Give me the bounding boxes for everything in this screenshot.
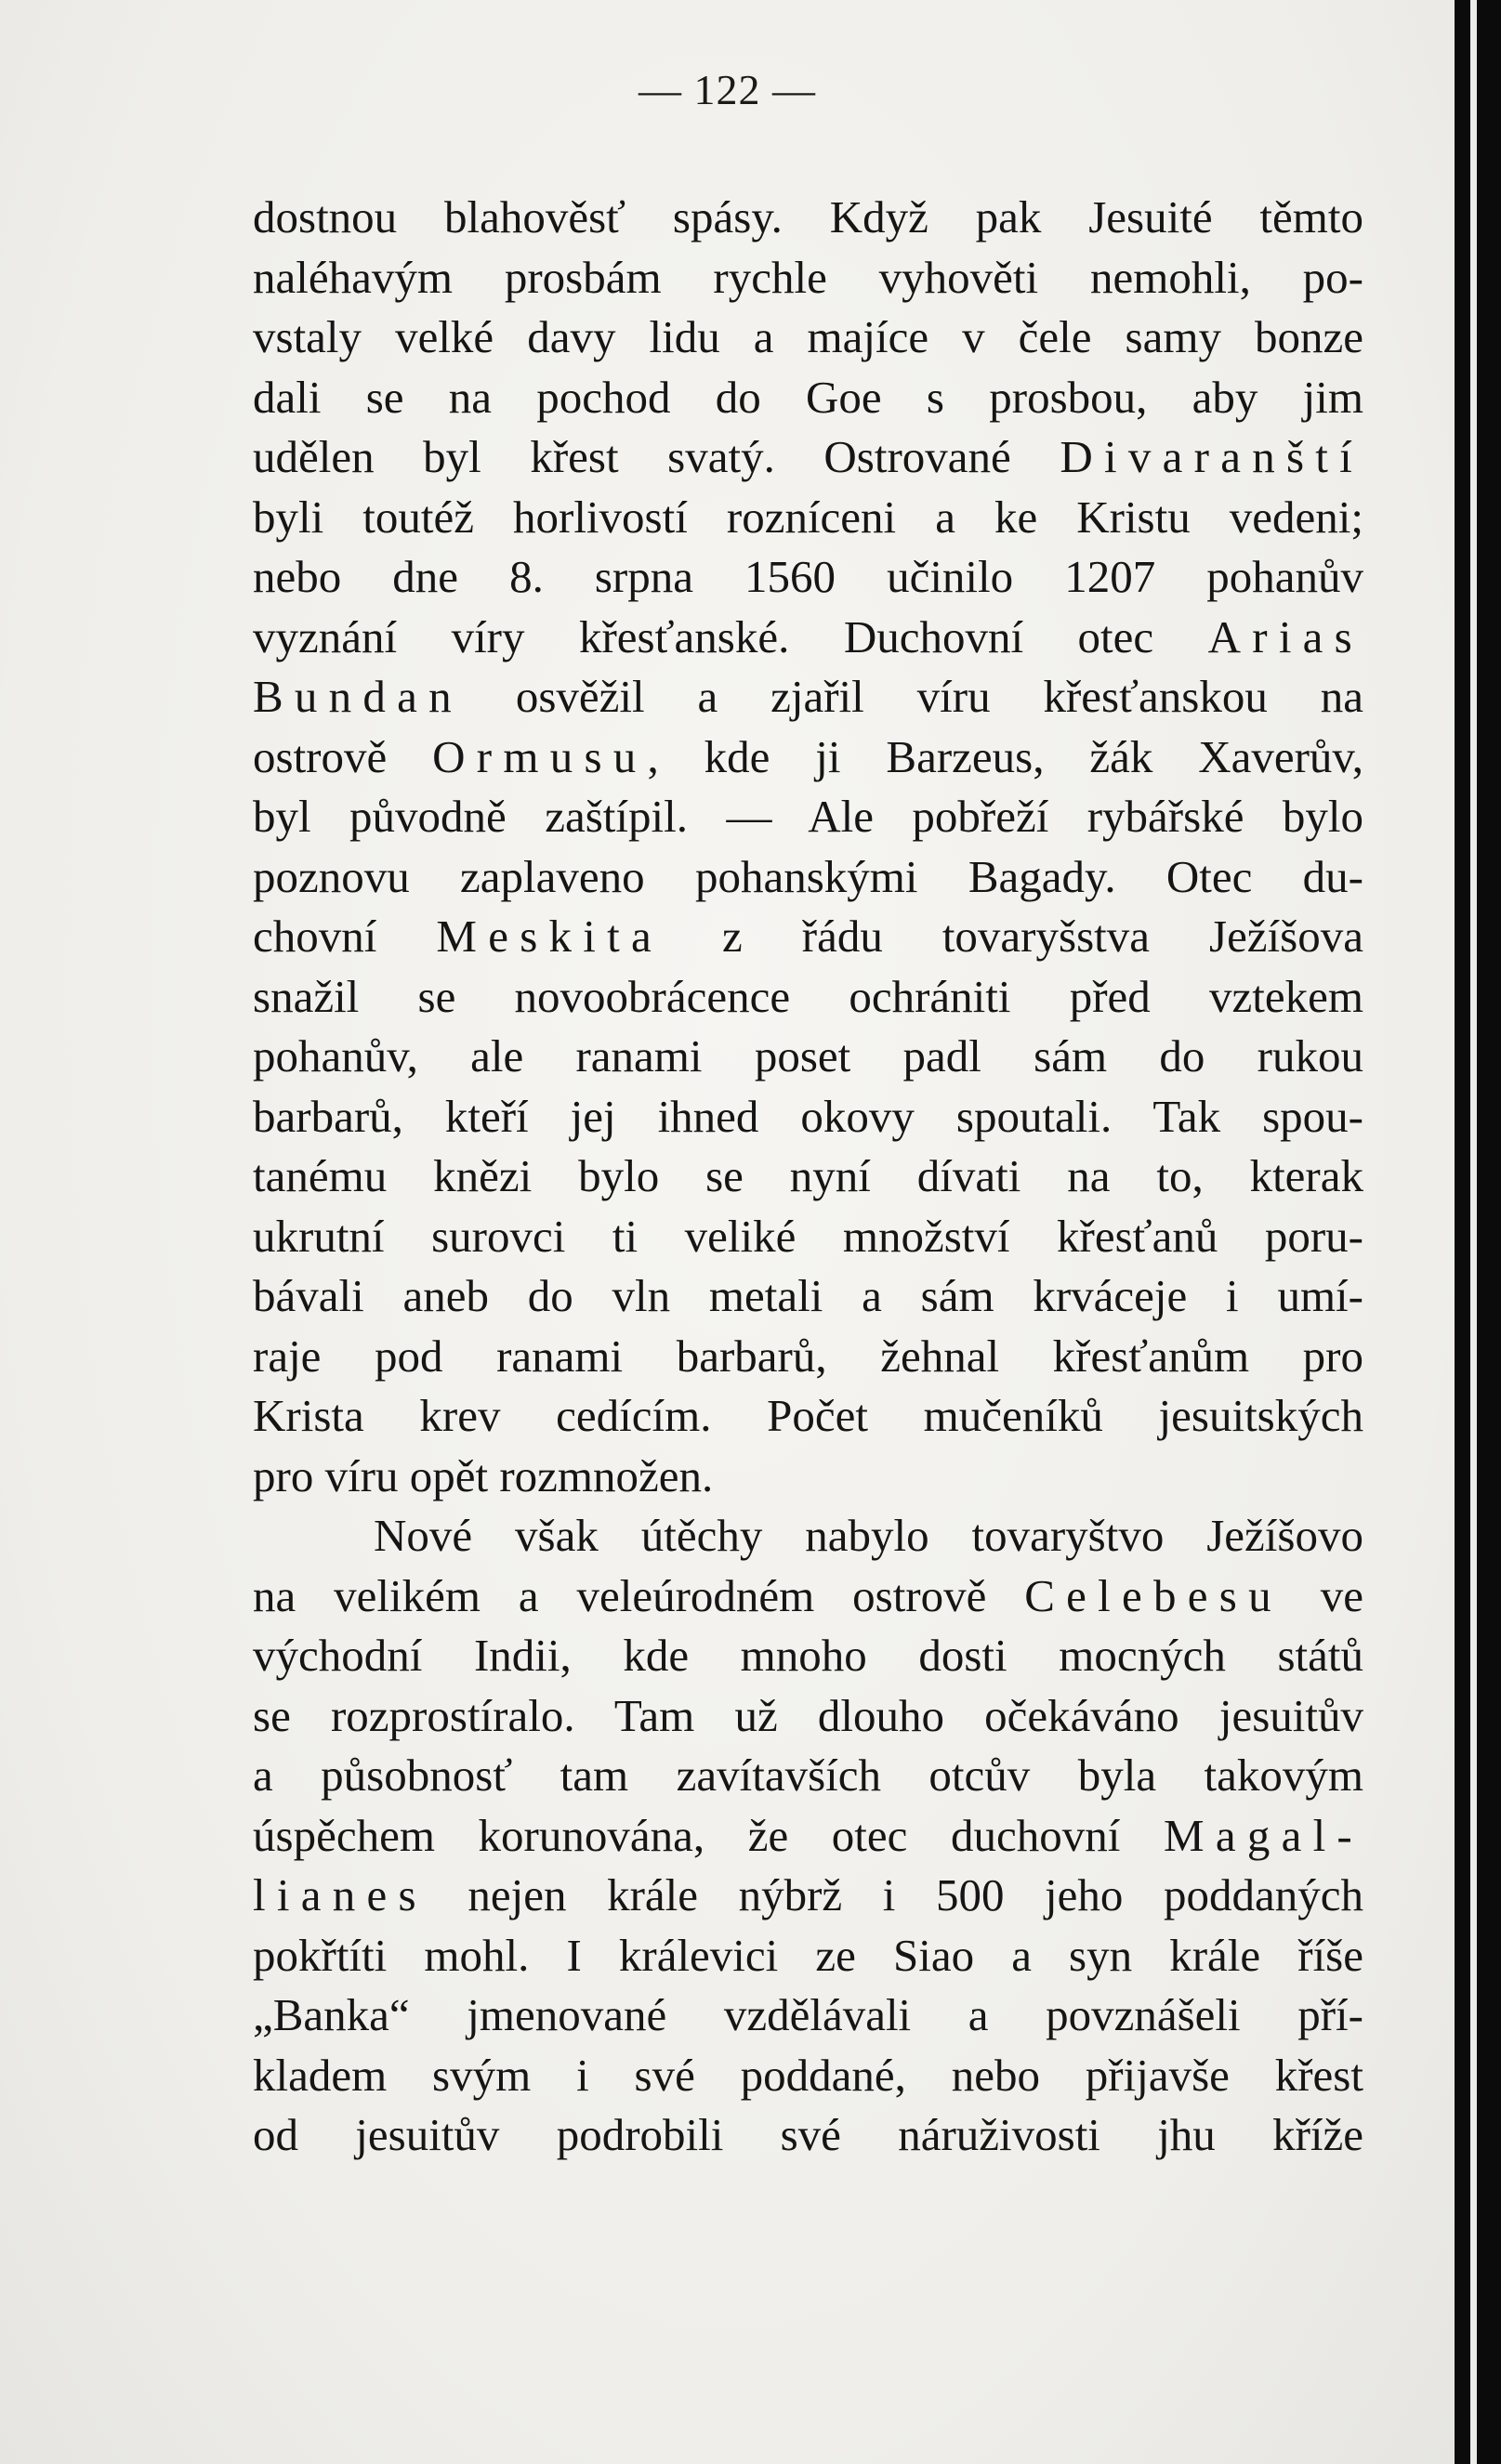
text-line: nebo dne 8. srpna 1560 učinilo 1207 pohanův	[253, 551, 1363, 602]
text-line: kladem svým i své poddané, nebo přijavše křest	[253, 2049, 1363, 2101]
text-line: dali se na pochod do Goe s prosbou, aby jim	[253, 371, 1363, 423]
text-line: na velikém a veleúrodném ostrově Celebesu ve	[253, 1569, 1363, 1621]
text-line: ostrově Ormusu, kde ji Barzeus, žák Xaverův,	[253, 730, 1363, 782]
text-line: udělen byl křest svatý. Ostrované Divaranští	[253, 431, 1363, 482]
text-line: vyznání víry křesťanské. Duchovní otec Arias	[253, 610, 1363, 662]
text-line: východní Indii, kde mnoho dosti mocných států	[253, 1630, 1363, 1681]
text-line: vstaly velké davy lidu a majíce v čele samy bonze	[253, 311, 1363, 362]
text-line: od jesuitův podrobili své náruživosti jhu kříže	[253, 2109, 1363, 2160]
paragraph-first-line: Nové však útěchy nabylo tovaryštvo Ježíšovo	[374, 1510, 1363, 1561]
text-line: se rozprostíralo. Tam už dlouho očekáváno jesuitův	[253, 1689, 1363, 1741]
text-line: chovní Meskita z řádu tovaryšstva Ježíšova	[253, 911, 1363, 962]
text-line: poznovu zaplaveno pohanskými Bagady. Otec du-	[253, 850, 1363, 902]
text-line: bávali aneb do vln metali a sám krváceje i umí-	[253, 1270, 1363, 1321]
body-text	[253, 188, 1363, 2166]
text-line: snažil se novoobrácence ochrániti před vztekem	[253, 970, 1363, 1022]
text-line: „Banka“ jmenované vzdělávali a povznášeli pří-	[253, 1989, 1363, 2040]
text-line: byl původně zaštípil. — Ale pobřeží rybářské bylo	[253, 791, 1363, 842]
text-line: raje pod ranami barbarů, žehnal křesťanům pro	[253, 1330, 1363, 1382]
text-line: Krista krev cedícím. Počet mučeníků jesuitských	[253, 1390, 1363, 1441]
paragraph-last-line: pro víru opět rozmnožen.	[253, 1449, 714, 1501]
text-line: dostnou blahověsť spásy. Když pak Jesuité těmto	[253, 191, 1363, 242]
text-line: Bundan osvěžil a zjařil víru křesťanskou na	[253, 671, 1363, 722]
text-line: lianes nejen krále nýbrž i 500 jeho poddaných	[253, 1869, 1363, 1920]
text-line: ukrutní surovci ti veliké množství křesťanů poru-	[253, 1210, 1363, 1262]
text-line: naléhavým prosbám rychle vyhověti nemohli, po-	[253, 251, 1363, 303]
text-line: pokřtíti mohl. I králevici ze Siao a syn krále říše	[253, 1929, 1363, 1981]
text-line: byli toutéž horlivostí rozníceni a ke Kristu vedeni;	[253, 491, 1363, 543]
scan-edge-shadow	[1455, 0, 1501, 2464]
text-line: a působnosť tam zavítavších otcův byla takovým	[253, 1750, 1363, 1801]
next-page-edge	[1470, 0, 1477, 2464]
text-line: úspěchem korunována, že otec duchovní Magal-	[253, 1809, 1363, 1861]
text-line: tanému knězi bylo se nyní dívati na to, kterak	[253, 1150, 1363, 1201]
page-number: — 122 —	[639, 66, 816, 113]
text-line: pohanův, ale ranami poset padl sám do rukou	[253, 1030, 1363, 1081]
text-line: barbarů, kteří jej ihned okovy spoutali. Tak spou-	[253, 1090, 1363, 1142]
